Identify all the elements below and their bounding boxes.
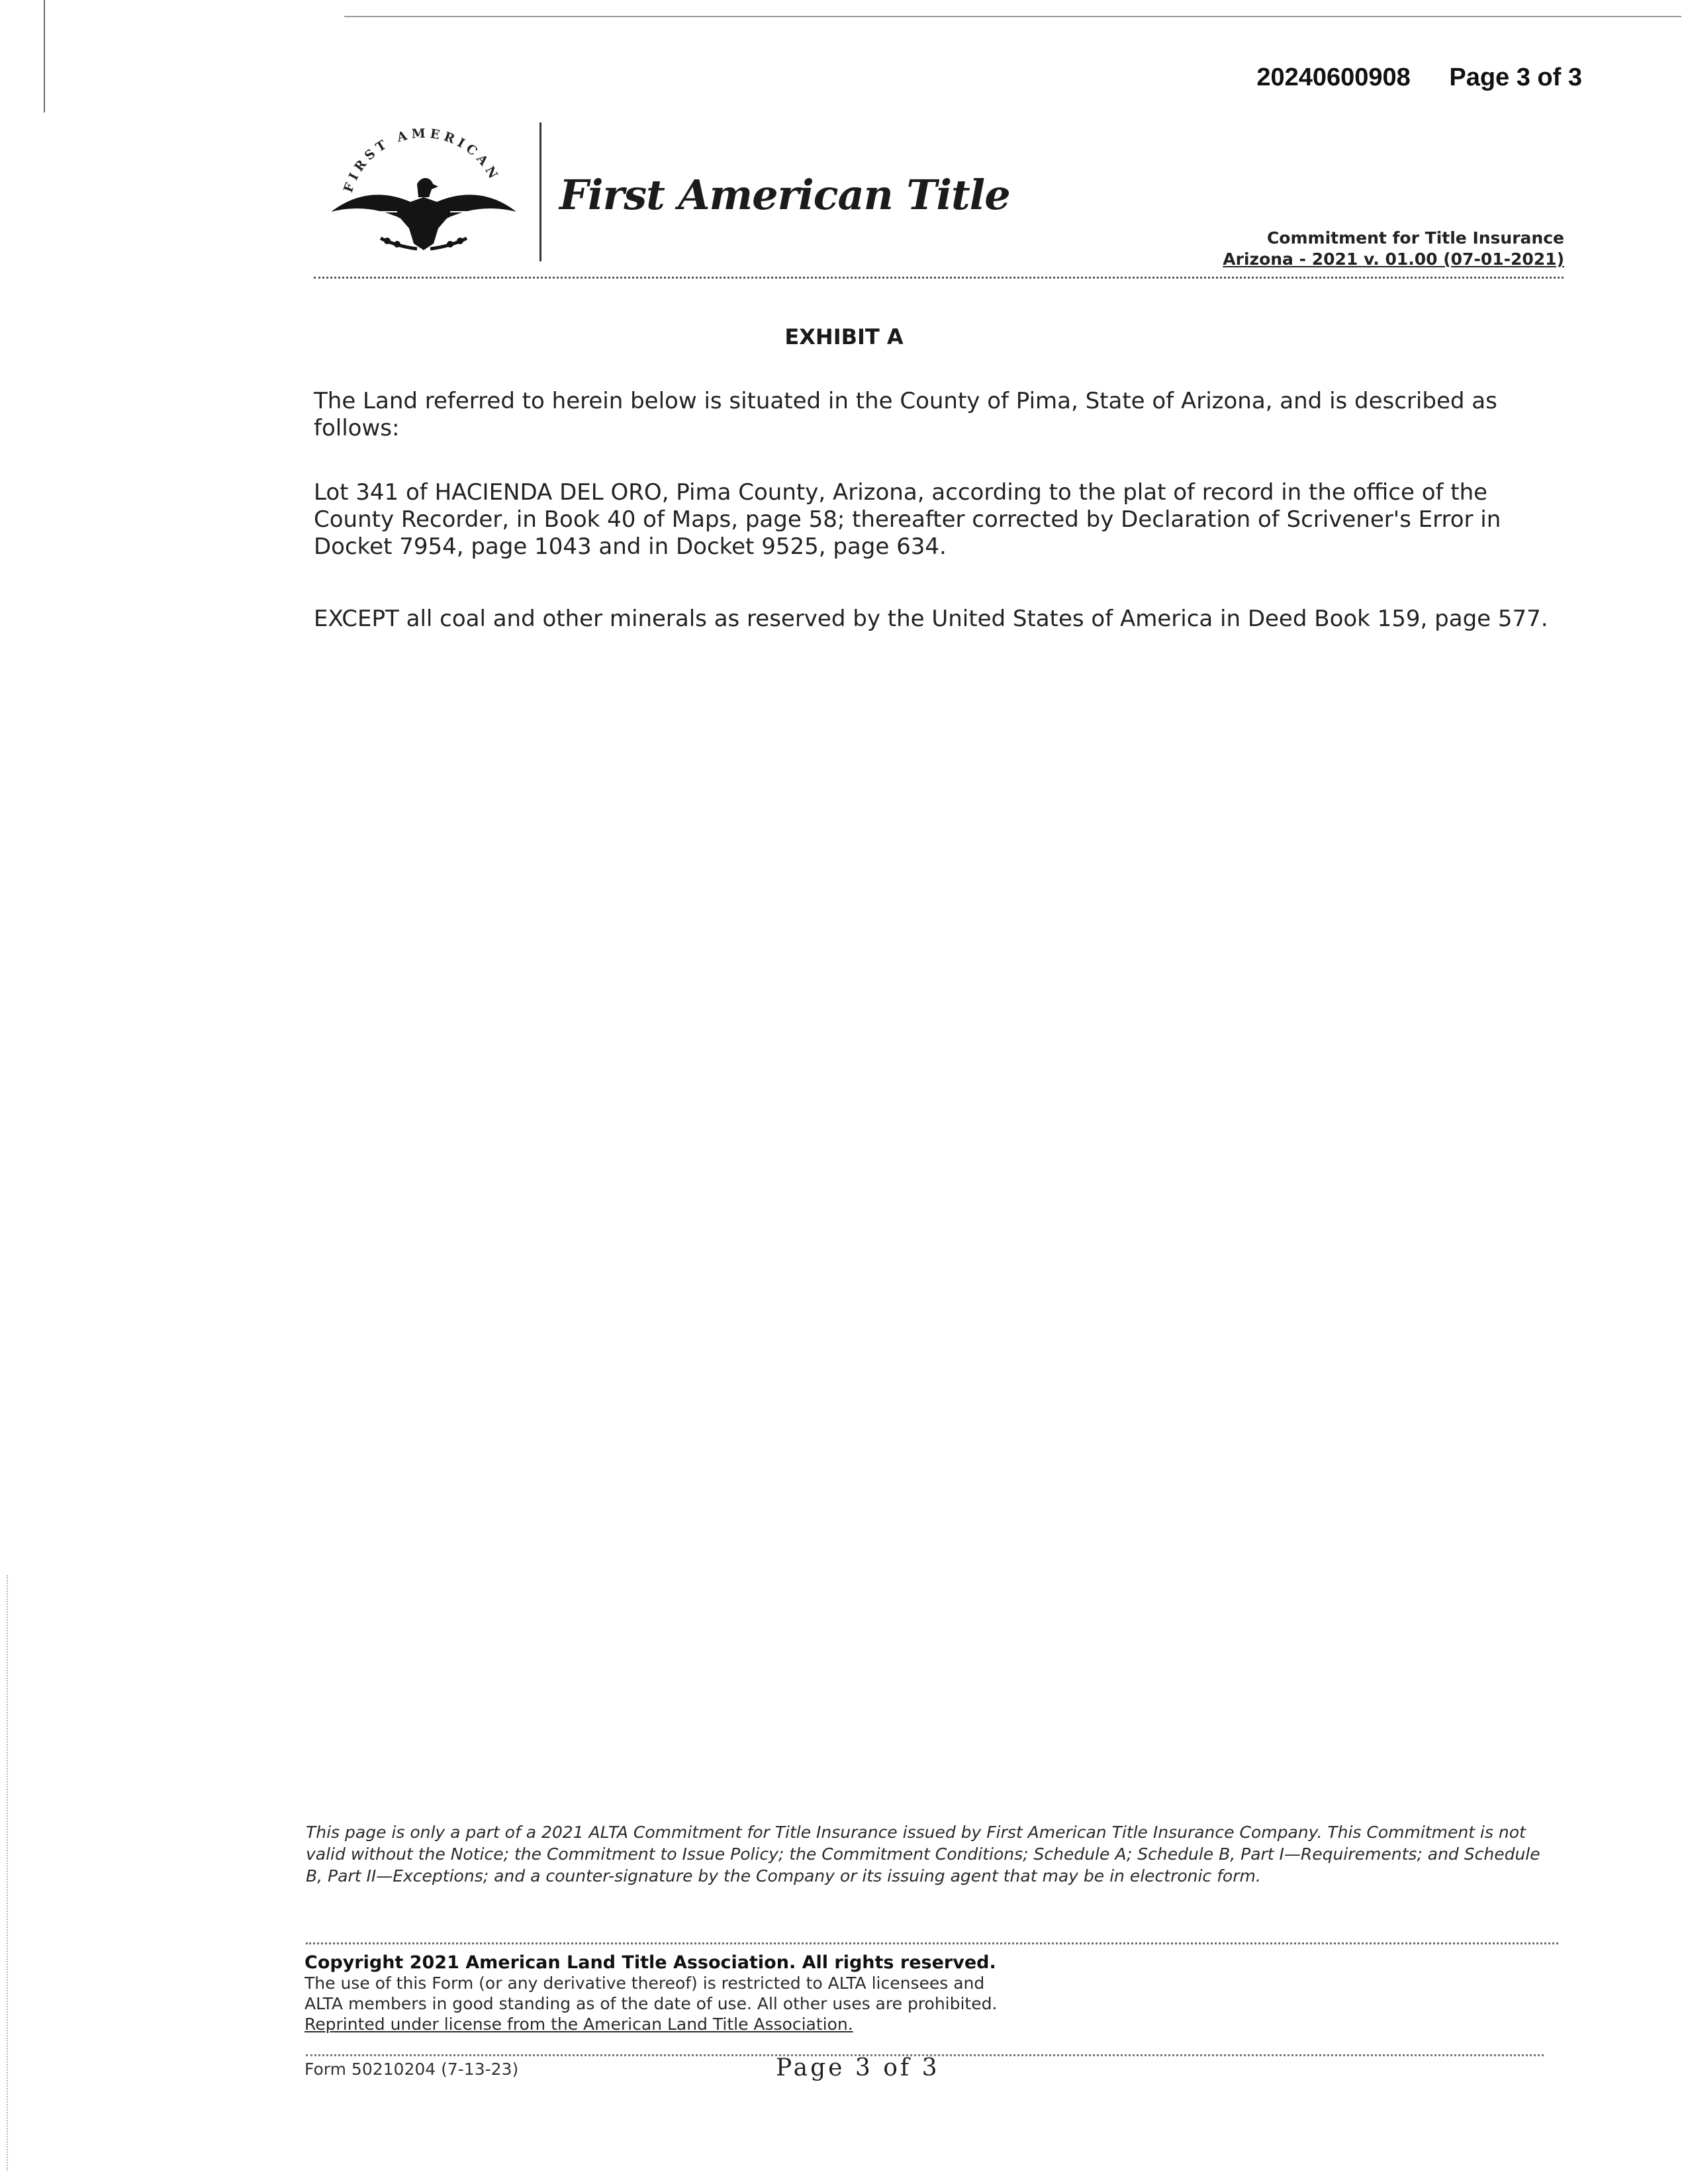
logo-emblem-text: FIRST AMERICAN: [341, 126, 502, 195]
recording-number: 20240600908: [1256, 64, 1411, 91]
footer-divider: [306, 1942, 1558, 1944]
copyright-block: [305, 1952, 1231, 2034]
eagle-seal-icon: [318, 113, 530, 265]
scan-edge-line-left: [44, 0, 45, 113]
copyright-line: The use of this Form (or any derivative thereof) is restricted to ALTA licensees and: [305, 1974, 985, 1993]
logo-divider: [539, 122, 541, 261]
record-header: [1256, 64, 1582, 92]
mineral-exception-paragraph: EXCEPT all coal and other minerals as reserved by the United States of America in Deed Book 159, page 577.: [314, 606, 1548, 632]
exhibit-title: EXHIBIT A: [784, 324, 904, 349]
form-number: Form 50210204 (7-13-23): [305, 2060, 519, 2079]
form-version: Arizona - 2021 v. 01.00 (07-01-2021): [1223, 250, 1564, 269]
header-divider: [314, 277, 1564, 279]
page-stamp: Page 3 of 3: [776, 2054, 940, 2081]
scan-edge-dots: [7, 1575, 9, 2171]
company-name: First American Title: [559, 171, 1010, 219]
land-situation-paragraph: The Land referred to herein below is situated in the County of Pima, State of Arizona, and is described as follows:: [314, 388, 1497, 441]
copyright-title: Copyright 2021 American Land Title Association. All rights reserved.: [305, 1952, 996, 1973]
legal-description-paragraph: Lot 341 of HACIENDA DEL ORO, Pima County, Arizona, according to the plat of record in the office of the County Recorder, in Book 40 of Maps, page 58; thereafter corrected by Declaration of Scrivener's Error in Docket 7954, page 1043 and in Docket 9525, page 634.: [314, 479, 1501, 560]
footer-notice: This page is only a part of a 2021 ALTA Commitment for Title Insurance issued by First American Title Insurance Company. This Commitment is not valid without the Notice; the Commitment to Issue Policy; the Commitment Conditions; Schedule A; Schedule B, Part I—Requirements; and Schedule B, Part II—Exceptions; and a counter-signature by the Company or its issuing agent that may be in electronic form.: [306, 1823, 1540, 1886]
form-title: Commitment for Title Insurance: [1266, 228, 1564, 248]
scan-edge-line: [344, 16, 1681, 17]
form-info: [1223, 228, 1564, 270]
record-page-label: Page 3 of 3: [1449, 64, 1582, 91]
copyright-line: ALTA members in good standing as of the date of use. All other uses are prohibited.: [305, 1994, 998, 2013]
reprint-line: Reprinted under license from the American Land Title Association.: [305, 2015, 853, 2034]
